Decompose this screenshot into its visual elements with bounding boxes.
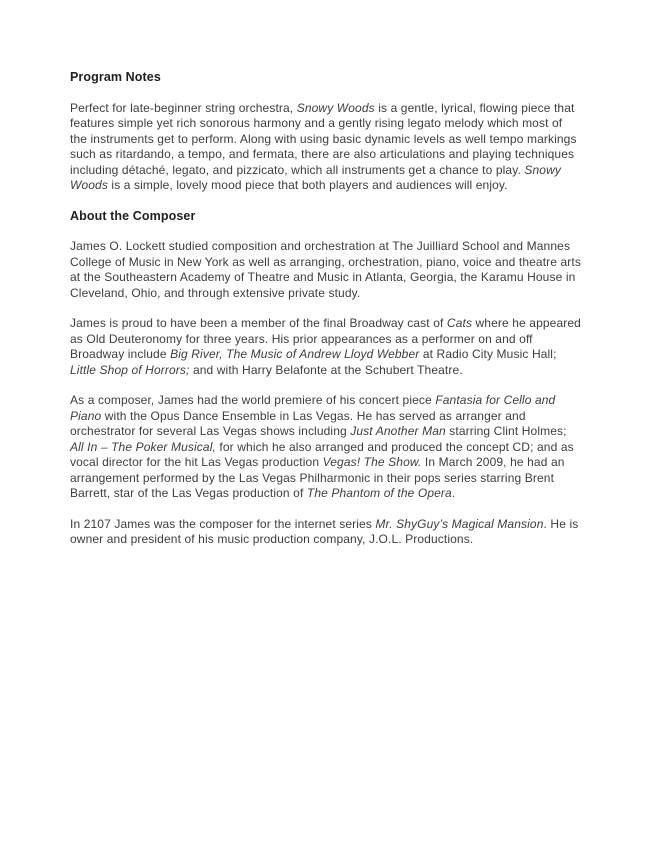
document-body	[70, 70, 582, 548]
italic-text-run: Snowy Woods	[70, 162, 561, 192]
paragraph	[70, 316, 582, 378]
italic-text-run: Fantasia for Cello and Piano	[70, 393, 556, 423]
text-run: at Radio City Music Hall;	[419, 347, 557, 361]
italic-text-run: Mr. ShyGuy’s Magical Mansion	[375, 516, 544, 531]
text-run: and with Harry Belafonte at the Schubert Theatre.	[189, 362, 463, 377]
text-run: James is proud to have been a member of the final Broadway cast of	[70, 316, 447, 330]
text-run: where he appeared as Old Deuteronomy for three years. His prior appearances as a performer on and off Broadway include	[70, 316, 581, 361]
text-run: with the Opus Dance Ensemble in Las Vegas. He has served as arranger and orchestrator for several Las Vegas shows including	[70, 408, 526, 438]
text-run: James O. Lockett studied composition and orchestration at The Juilliard School and Mannes College of Music in New York as well as arranging, orchestration, piano, voice and theatre arts at the Southeastern Academy of Theatre and Music in Atlanta, Georgia, the Karamu House in Cleveland, Ohio, and through extensive private study.	[70, 239, 581, 300]
italic-text-run: Just Another Man	[350, 424, 446, 438]
section-heading: About the Composer	[70, 208, 196, 223]
text-run: starring Clint Holmes;	[445, 424, 567, 438]
italic-text-run: Cats	[446, 316, 473, 330]
paragraph	[70, 517, 582, 548]
section-heading: Program Notes	[70, 70, 161, 84]
paragraph	[70, 101, 582, 194]
paragraph	[70, 239, 582, 301]
italic-text-run: Snowy Woods	[296, 100, 375, 115]
italic-text-run: The Phantom of the Opera	[306, 486, 452, 500]
text-run: is a gentle, lyrical, flowing piece that features simple yet rich sonorous harmony and a gently rising legato melody which most of the instruments get to perform. Along with using basic dynamic levels as well tempo markings such as ritardando, a tempo, and fermata, there are also articulations and playing techniques including détaché, legato, and pizzicato, which all instruments get a chance to play.	[70, 100, 577, 177]
text-run: for which he also arranged and produced the concept CD; and as vocal director for the hit Las Vegas production	[70, 439, 574, 469]
italic-text-run: Vegas! The Show.	[322, 455, 422, 469]
text-run: .	[451, 486, 456, 500]
paragraph	[70, 393, 582, 502]
text-run: In 2107 James was the composer for the internet series	[70, 516, 376, 531]
italic-text-run: Big River, The Music of Andrew Lloyd Webber	[170, 347, 420, 361]
text-run: As a composer, James had the world premiere of his concert piece	[70, 393, 436, 407]
text-run: In March 2009, he had an arrangement performed by the Las Vegas Philharmonic in their pops series starring Brent Barrett, star of the Las Vegas production of	[70, 455, 565, 500]
text-run: is a simple, lovely mood piece that both players and audiences will enjoy.	[107, 178, 508, 192]
italic-text-run: Little Shop of Horrors;	[70, 362, 190, 377]
italic-text-run: All In – The Poker Musical,	[70, 439, 216, 454]
text-run: Perfect for late-beginner string orchestra,	[70, 100, 297, 115]
text-run: . He is owner and president of his music production company, J.O.L. Productions.	[70, 516, 579, 546]
